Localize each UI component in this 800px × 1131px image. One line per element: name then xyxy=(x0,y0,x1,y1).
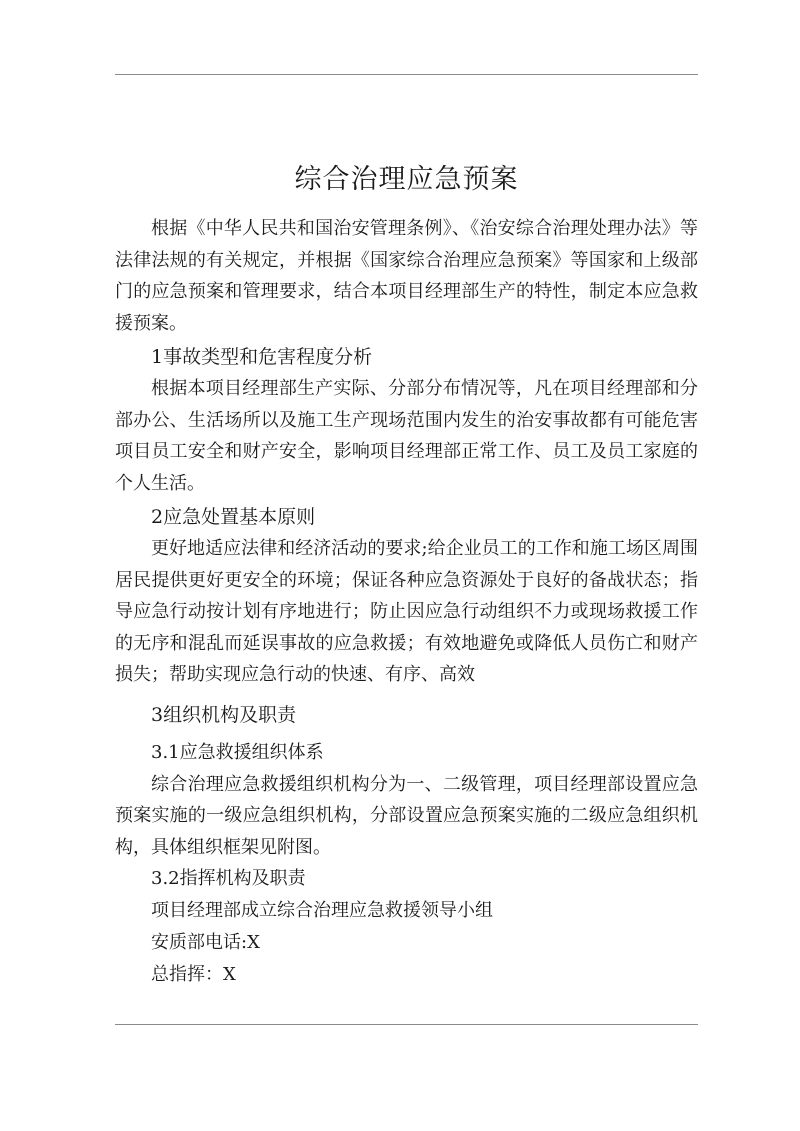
section-3-heading: 3组织机构及职责 xyxy=(151,703,297,726)
section-3-1-heading: 3.1应急救援组织体系 xyxy=(151,741,324,763)
footer-rule xyxy=(115,1024,698,1025)
commander-line: 总指挥：X xyxy=(151,964,236,985)
intro-paragraph: 根据《中华人民共和国治安管理条例》、《治安综合治理处理办法》等法律法规的有关规定，并根据《国家综合治理应急预案》等国家和上级部门的应急预案和管理要求，结合本项目经理部生产的特性，制定本应急救援预案。 xyxy=(115,218,698,334)
document-body xyxy=(115,160,698,991)
header-rule xyxy=(115,74,698,75)
document-title: 综合治理应急预案 xyxy=(294,164,519,195)
section-3-2-heading: 3.2指挥机构及职责 xyxy=(151,868,306,889)
section-3-1-paragraph: 综合治理应急救援组织机构分为一、二级管理，项目经理部设置应急预案实施的一级应急组织机构，分部设置应急预案实施的二级应急组织机构，具体组织框架见附图。 xyxy=(115,773,698,858)
safety-dept-phone-line: 安质部电话:X xyxy=(151,932,260,953)
section-2-heading: 2应急处置基本原则 xyxy=(151,506,316,528)
section-1-heading: 1事故类型和危害程度分析 xyxy=(151,346,373,368)
leadership-group-line: 项目经理部成立综合治理应急救援领导小组 xyxy=(151,900,493,921)
section-1-paragraph: 根据本项目经理部生产实际、分部分布情况等，凡在项目经理部和分部办公、生活场所以及施工生产现场范围内发生的治安事故都有可能危害项目员工安全和财产安全，影响项目经理部正常工作、员工及员工家庭的个人生活。 xyxy=(115,378,698,494)
section-2-paragraph: 更好地适应法律和经济活动的要求;给企业员工的工作和施工场区周围居民提供更好更安全的环境；保证各种应急资源处于良好的备战状态；指导应急行动按计划有序地进行；防止因应急行动组织不力或现场救援工作的无序和混乱而延误事故的应急救援；有效地避免或降低人员伤亡和财产损失；帮助实现应急行动的快速、有序、高效 xyxy=(115,538,698,685)
